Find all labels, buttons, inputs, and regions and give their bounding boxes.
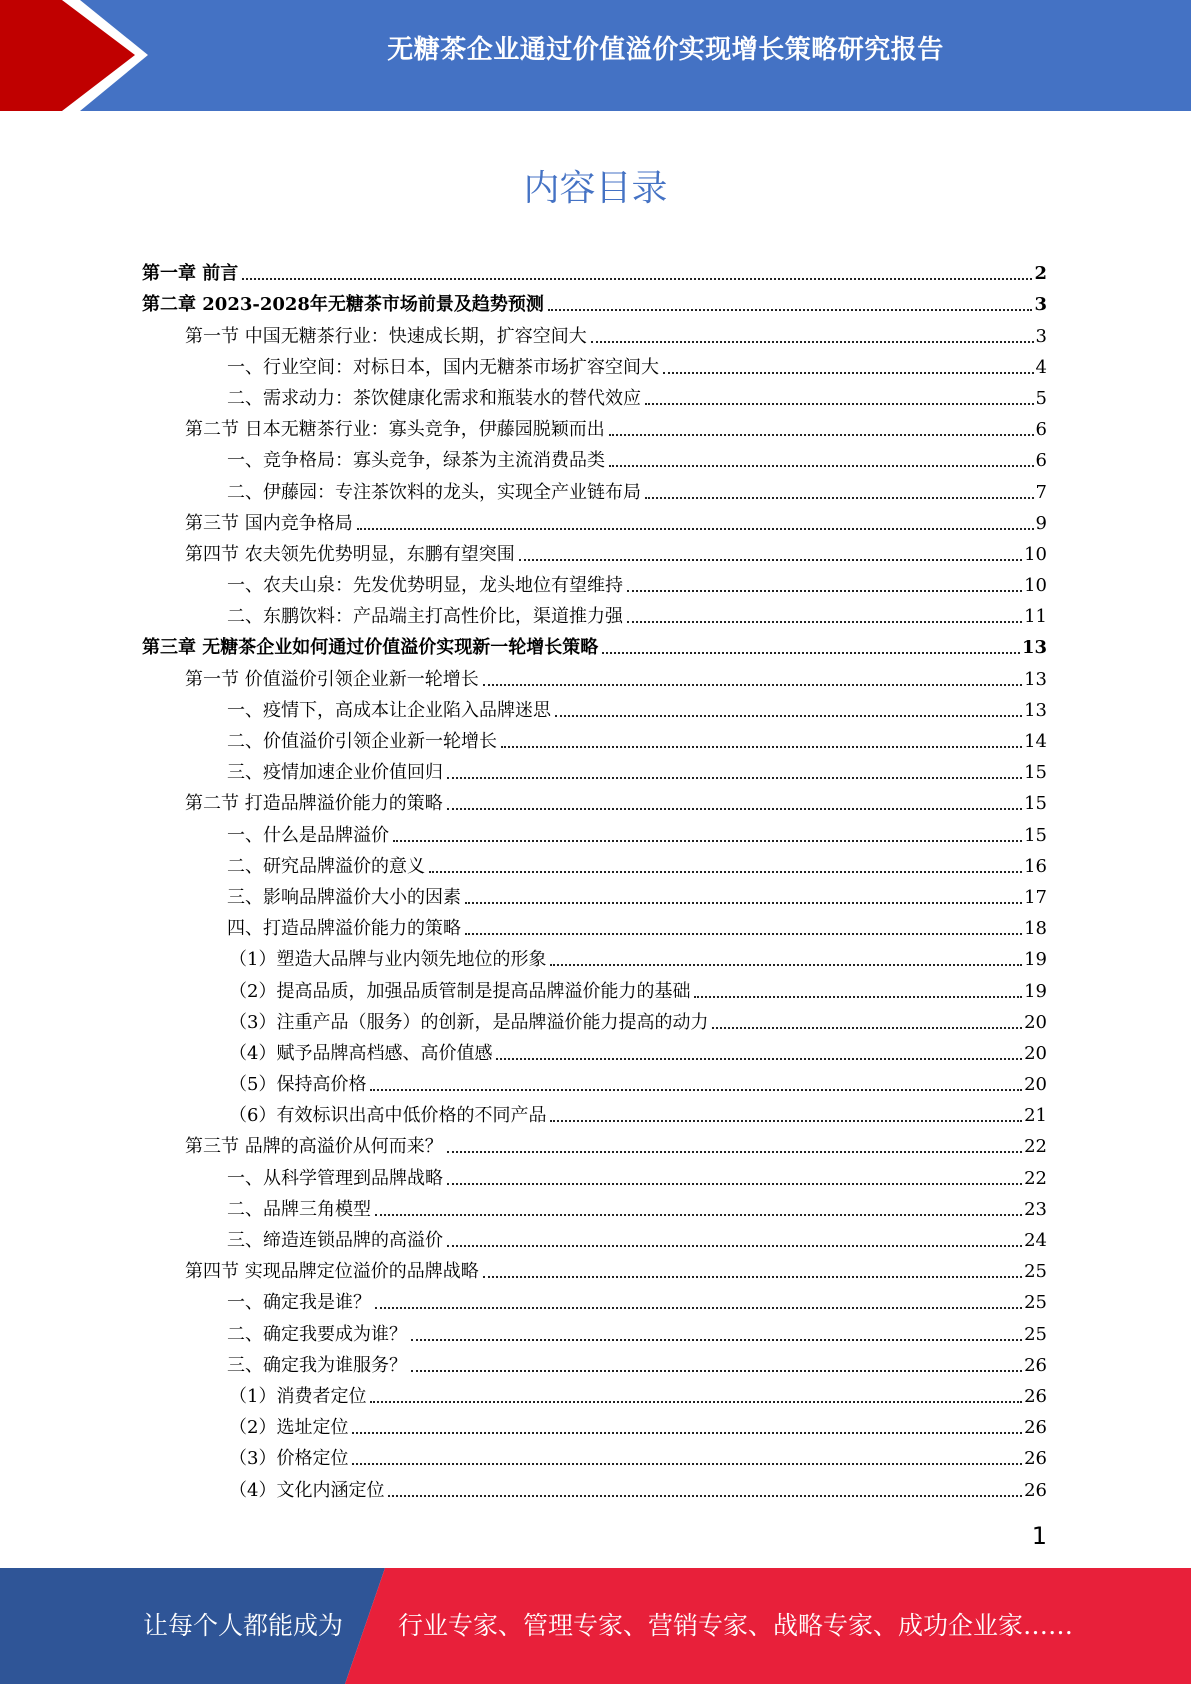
toc-dot-leader [375, 1214, 1022, 1216]
toc-dot-leader [501, 746, 1022, 748]
toc-entry-page: 13 [1024, 668, 1047, 690]
toc-entry[interactable] [142, 1190, 1047, 1221]
toc-dot-leader [555, 715, 1022, 717]
toc-dot-leader [645, 403, 1034, 405]
toc-entry-text: 二、需求动力：茶饮健康化需求和瓶装水的替代效应 [227, 387, 641, 409]
toc-entry-text: 第二章 2023-2028年无糖茶市场前景及趋势预测 [142, 294, 544, 316]
toc-entry[interactable] [142, 535, 1047, 566]
toc-entry-text: 三、缔造连锁品牌的高溢价 [227, 1230, 443, 1251]
page-footer [0, 1568, 1191, 1684]
toc-dot-leader [483, 1276, 1022, 1278]
toc-entry-text: 一、确定我是谁？ [227, 1292, 371, 1314]
toc-entry[interactable] [142, 628, 1047, 659]
toc-entry-page: 23 [1024, 1198, 1047, 1220]
toc-dot-leader [447, 808, 1022, 810]
toc-dot-leader [447, 1183, 1022, 1185]
toc-entry-page: 15 [1024, 762, 1047, 784]
toc-entry-page: 25 [1024, 1323, 1047, 1345]
toc-entry[interactable] [142, 566, 1047, 597]
header-title: 无糖茶企业通过价值溢价实现增长策略研究报告 [387, 35, 944, 65]
toc-entry[interactable] [142, 1439, 1047, 1470]
page-header [0, 0, 1191, 111]
toc-entry-text: 三、影响品牌溢价大小的因素 [227, 886, 461, 908]
toc-entry-page: 15 [1024, 793, 1047, 815]
toc-entry-page: 4 [1035, 356, 1047, 378]
toc-entry-page: 13 [1024, 699, 1047, 721]
toc-entry[interactable] [142, 1470, 1047, 1501]
toc-entry-text: 三、疫情加速企业价值回归 [227, 762, 443, 784]
toc-entry-text: 二、研究品牌溢价的意义 [227, 855, 425, 877]
toc-entry-text: 第三节 品牌的高溢价从何而来？ [185, 1136, 443, 1158]
toc-entry-page: 11 [1024, 606, 1047, 628]
toc-entry-page: 7 [1035, 481, 1047, 503]
toc-dot-leader [550, 964, 1022, 966]
toc-entry[interactable] [142, 1096, 1047, 1127]
toc-dot-leader [483, 684, 1022, 686]
toc-entry-page: 25 [1024, 1261, 1047, 1283]
toc-entry[interactable] [142, 348, 1047, 379]
toc-entry[interactable] [142, 504, 1047, 535]
toc-entry-page: 3 [1034, 294, 1047, 316]
toc-entry-text: （4）赋予品牌高档感、高价值感 [229, 1042, 493, 1064]
toc-entry-text: 一、从科学管理到品牌战略 [227, 1167, 443, 1189]
toc-entry[interactable] [142, 1158, 1047, 1189]
toc-entry-text: 第一章 前言 [142, 263, 239, 285]
toc-entry-text: 一、农夫山泉：先发优势明显，龙头地位有望维持 [227, 575, 623, 597]
toc-entry-page: 24 [1024, 1230, 1047, 1251]
toc-entry-text: 第二节 打造品牌溢价能力的策略 [185, 793, 443, 815]
toc-dot-leader [352, 1432, 1022, 1434]
toc-entry-text: （3）注重产品（服务）的创新，是品牌溢价能力提高的动力 [229, 1011, 709, 1033]
toc-entry-text: （2）选址定位 [229, 1417, 349, 1439]
footer-slogan-left: 让每个人都能成为 [143, 1611, 344, 1640]
toc-dot-leader [712, 1027, 1022, 1029]
toc-dot-leader [519, 559, 1022, 561]
toc-dot-leader [242, 278, 1032, 280]
page-number: 1 [1031, 1522, 1047, 1550]
toc-entry-page: 25 [1024, 1292, 1047, 1314]
toc-entry[interactable] [142, 441, 1047, 472]
toc-entry-text: 三、确定我为谁服务？ [227, 1354, 407, 1376]
toc-entry[interactable] [142, 1003, 1047, 1034]
toc-entry-page: 2 [1034, 263, 1047, 285]
toc-entry[interactable] [142, 971, 1047, 1002]
toc-entry[interactable] [142, 285, 1047, 316]
toc-entry-page: 17 [1024, 886, 1047, 908]
toc-entry-page: 6 [1035, 419, 1047, 441]
toc-entry-page: 3 [1035, 325, 1047, 347]
toc-dot-leader [370, 1401, 1022, 1403]
toc-dot-leader [602, 652, 1020, 654]
toc-dot-leader [411, 1339, 1022, 1341]
toc-entry-page: 15 [1024, 824, 1047, 846]
toc-entry-page: 13 [1021, 637, 1047, 659]
toc-entry-text: 二、东鹏饮料：产品端主打高性价比，渠道推力强 [227, 606, 623, 628]
toc-entry-text: 第四节 实现品牌定位溢价的品牌战略 [185, 1261, 479, 1283]
footer-slogan-right: 行业专家、管理专家、营销专家、战略专家、成功企业家…… [398, 1611, 1074, 1640]
toc-dot-leader [447, 1245, 1022, 1247]
toc-dot-leader [627, 621, 1022, 623]
toc-entry-text: 第一节 中国无糖茶行业：快速成长期，扩容空间大 [185, 325, 587, 347]
toc-entry-text: 第三节 国内竞争格局 [185, 512, 353, 534]
toc-dot-leader [591, 341, 1034, 343]
toc-entry-page: 22 [1024, 1136, 1047, 1158]
toc-entry[interactable] [142, 909, 1047, 940]
toc-entry-text: 一、行业空间：对标日本，国内无糖茶市场扩容空间大 [227, 356, 659, 378]
toc-dot-leader [663, 372, 1034, 374]
toc-entry[interactable] [142, 847, 1047, 878]
toc-entry-text: 二、品牌三角模型 [227, 1198, 371, 1220]
toc-entry-text: 二、确定我要成为谁？ [227, 1323, 407, 1345]
toc-entry-page: 16 [1024, 855, 1047, 877]
toc-entry-page: 10 [1024, 575, 1047, 597]
toc-entry-page: 18 [1024, 918, 1047, 940]
toc-entry[interactable] [142, 722, 1047, 753]
toc-entry-page: 6 [1035, 450, 1047, 472]
table-of-contents [142, 254, 1047, 1502]
toc-dot-leader [370, 1089, 1022, 1091]
toc-entry[interactable] [142, 1346, 1047, 1377]
toc-entry-text: 第三章 无糖茶企业如何通过价值溢价实现新一轮增长策略 [142, 637, 599, 659]
toc-entry[interactable] [142, 1408, 1047, 1439]
toc-dot-leader [447, 1151, 1022, 1153]
toc-dot-leader [627, 590, 1022, 592]
toc-entry-page: 19 [1024, 949, 1047, 971]
toc-entry[interactable] [142, 784, 1047, 815]
toc-entry-page: 10 [1024, 543, 1047, 565]
toc-entry[interactable] [142, 1377, 1047, 1408]
toc-entry-page: 22 [1024, 1167, 1047, 1189]
toc-entry-text: （6）有效标识出高中低价格的不同产品 [229, 1105, 547, 1127]
toc-dot-leader [548, 309, 1033, 311]
toc-entry-text: （5）保持高价格 [229, 1074, 367, 1096]
toc-entry[interactable] [142, 316, 1047, 347]
toc-entry[interactable] [142, 691, 1047, 722]
toc-entry[interactable] [142, 254, 1047, 285]
toc-title: 内容目录 [523, 168, 668, 209]
toc-entry-text: 一、什么是品牌溢价 [227, 824, 389, 846]
toc-dot-leader [357, 528, 1034, 530]
toc-entry[interactable] [142, 659, 1047, 690]
toc-dot-leader [609, 465, 1034, 467]
toc-entry[interactable] [142, 1065, 1047, 1096]
toc-entry-text: 第四节 农夫领先优势明显，东鹏有望突围 [185, 543, 515, 565]
toc-entry[interactable] [142, 1127, 1047, 1158]
toc-dot-leader [609, 434, 1034, 436]
toc-dot-leader [550, 1120, 1022, 1122]
toc-entry-page: 26 [1024, 1448, 1047, 1470]
toc-entry-text: 二、价值溢价引领企业新一轮增长 [227, 731, 497, 752]
toc-entry-page: 5 [1035, 387, 1047, 409]
toc-dot-leader [645, 497, 1034, 499]
toc-entry-text: 第一节 价值溢价引领企业新一轮增长 [185, 668, 479, 690]
toc-entry-text: （1）消费者定位 [229, 1385, 367, 1407]
toc-entry[interactable] [142, 815, 1047, 846]
toc-entry-text: 二、伊藤园：专注茶饮料的龙头，实现全产业链布局 [227, 481, 641, 503]
toc-dot-leader [411, 1370, 1022, 1372]
toc-entry[interactable] [142, 472, 1047, 503]
toc-entry-page: 20 [1024, 1042, 1047, 1064]
toc-entry-text: 第二节 日本无糖茶行业：寡头竞争，伊藤园脱颖而出 [185, 419, 605, 441]
toc-entry-page: 9 [1035, 512, 1047, 534]
toc-dot-leader [465, 902, 1022, 904]
toc-entry[interactable] [142, 1252, 1047, 1283]
toc-dot-leader [496, 1058, 1022, 1060]
toc-dot-leader [352, 1463, 1022, 1465]
toc-entry-page: 20 [1024, 1074, 1047, 1096]
toc-entry-page: 26 [1024, 1479, 1047, 1501]
toc-entry[interactable] [142, 410, 1047, 441]
toc-entry[interactable] [142, 1283, 1047, 1314]
toc-entry[interactable] [142, 753, 1047, 784]
toc-dot-leader [388, 1495, 1022, 1497]
toc-entry-page: 26 [1024, 1417, 1047, 1439]
toc-entry-text: 四、打造品牌溢价能力的策略 [227, 918, 461, 940]
toc-dot-leader [393, 840, 1022, 842]
toc-entry[interactable] [142, 379, 1047, 410]
toc-dot-leader [429, 871, 1022, 873]
toc-entry[interactable] [142, 597, 1047, 628]
toc-entry-text: （4）文化内涵定位 [229, 1479, 385, 1501]
toc-dot-leader [694, 996, 1022, 998]
toc-entry[interactable] [142, 1314, 1047, 1345]
toc-entry-page: 21 [1024, 1105, 1047, 1127]
toc-entry-text: 一、疫情下，高成本让企业陷入品牌迷思 [227, 699, 551, 721]
toc-entry-text: （2）提高品质，加强品质管制是提高品牌溢价能力的基础 [229, 980, 691, 1002]
toc-dot-leader [375, 1307, 1022, 1309]
toc-entry[interactable] [142, 940, 1047, 971]
toc-entry-text: （3）价格定位 [229, 1448, 349, 1470]
toc-entry-page: 26 [1024, 1385, 1047, 1407]
toc-entry-page: 19 [1024, 980, 1047, 1002]
toc-dot-leader [465, 933, 1022, 935]
toc-entry[interactable] [142, 1221, 1047, 1252]
toc-entry-page: 20 [1024, 1011, 1047, 1033]
toc-entry[interactable] [142, 878, 1047, 909]
toc-entry-page: 26 [1024, 1354, 1047, 1376]
toc-entry[interactable] [142, 1034, 1047, 1065]
toc-entry-text: 一、竞争格局：寡头竞争，绿茶为主流消费品类 [227, 450, 605, 472]
toc-entry-text: （1）塑造大品牌与业内领先地位的形象 [229, 949, 547, 971]
toc-dot-leader [447, 777, 1022, 779]
toc-entry-page: 14 [1024, 731, 1047, 752]
